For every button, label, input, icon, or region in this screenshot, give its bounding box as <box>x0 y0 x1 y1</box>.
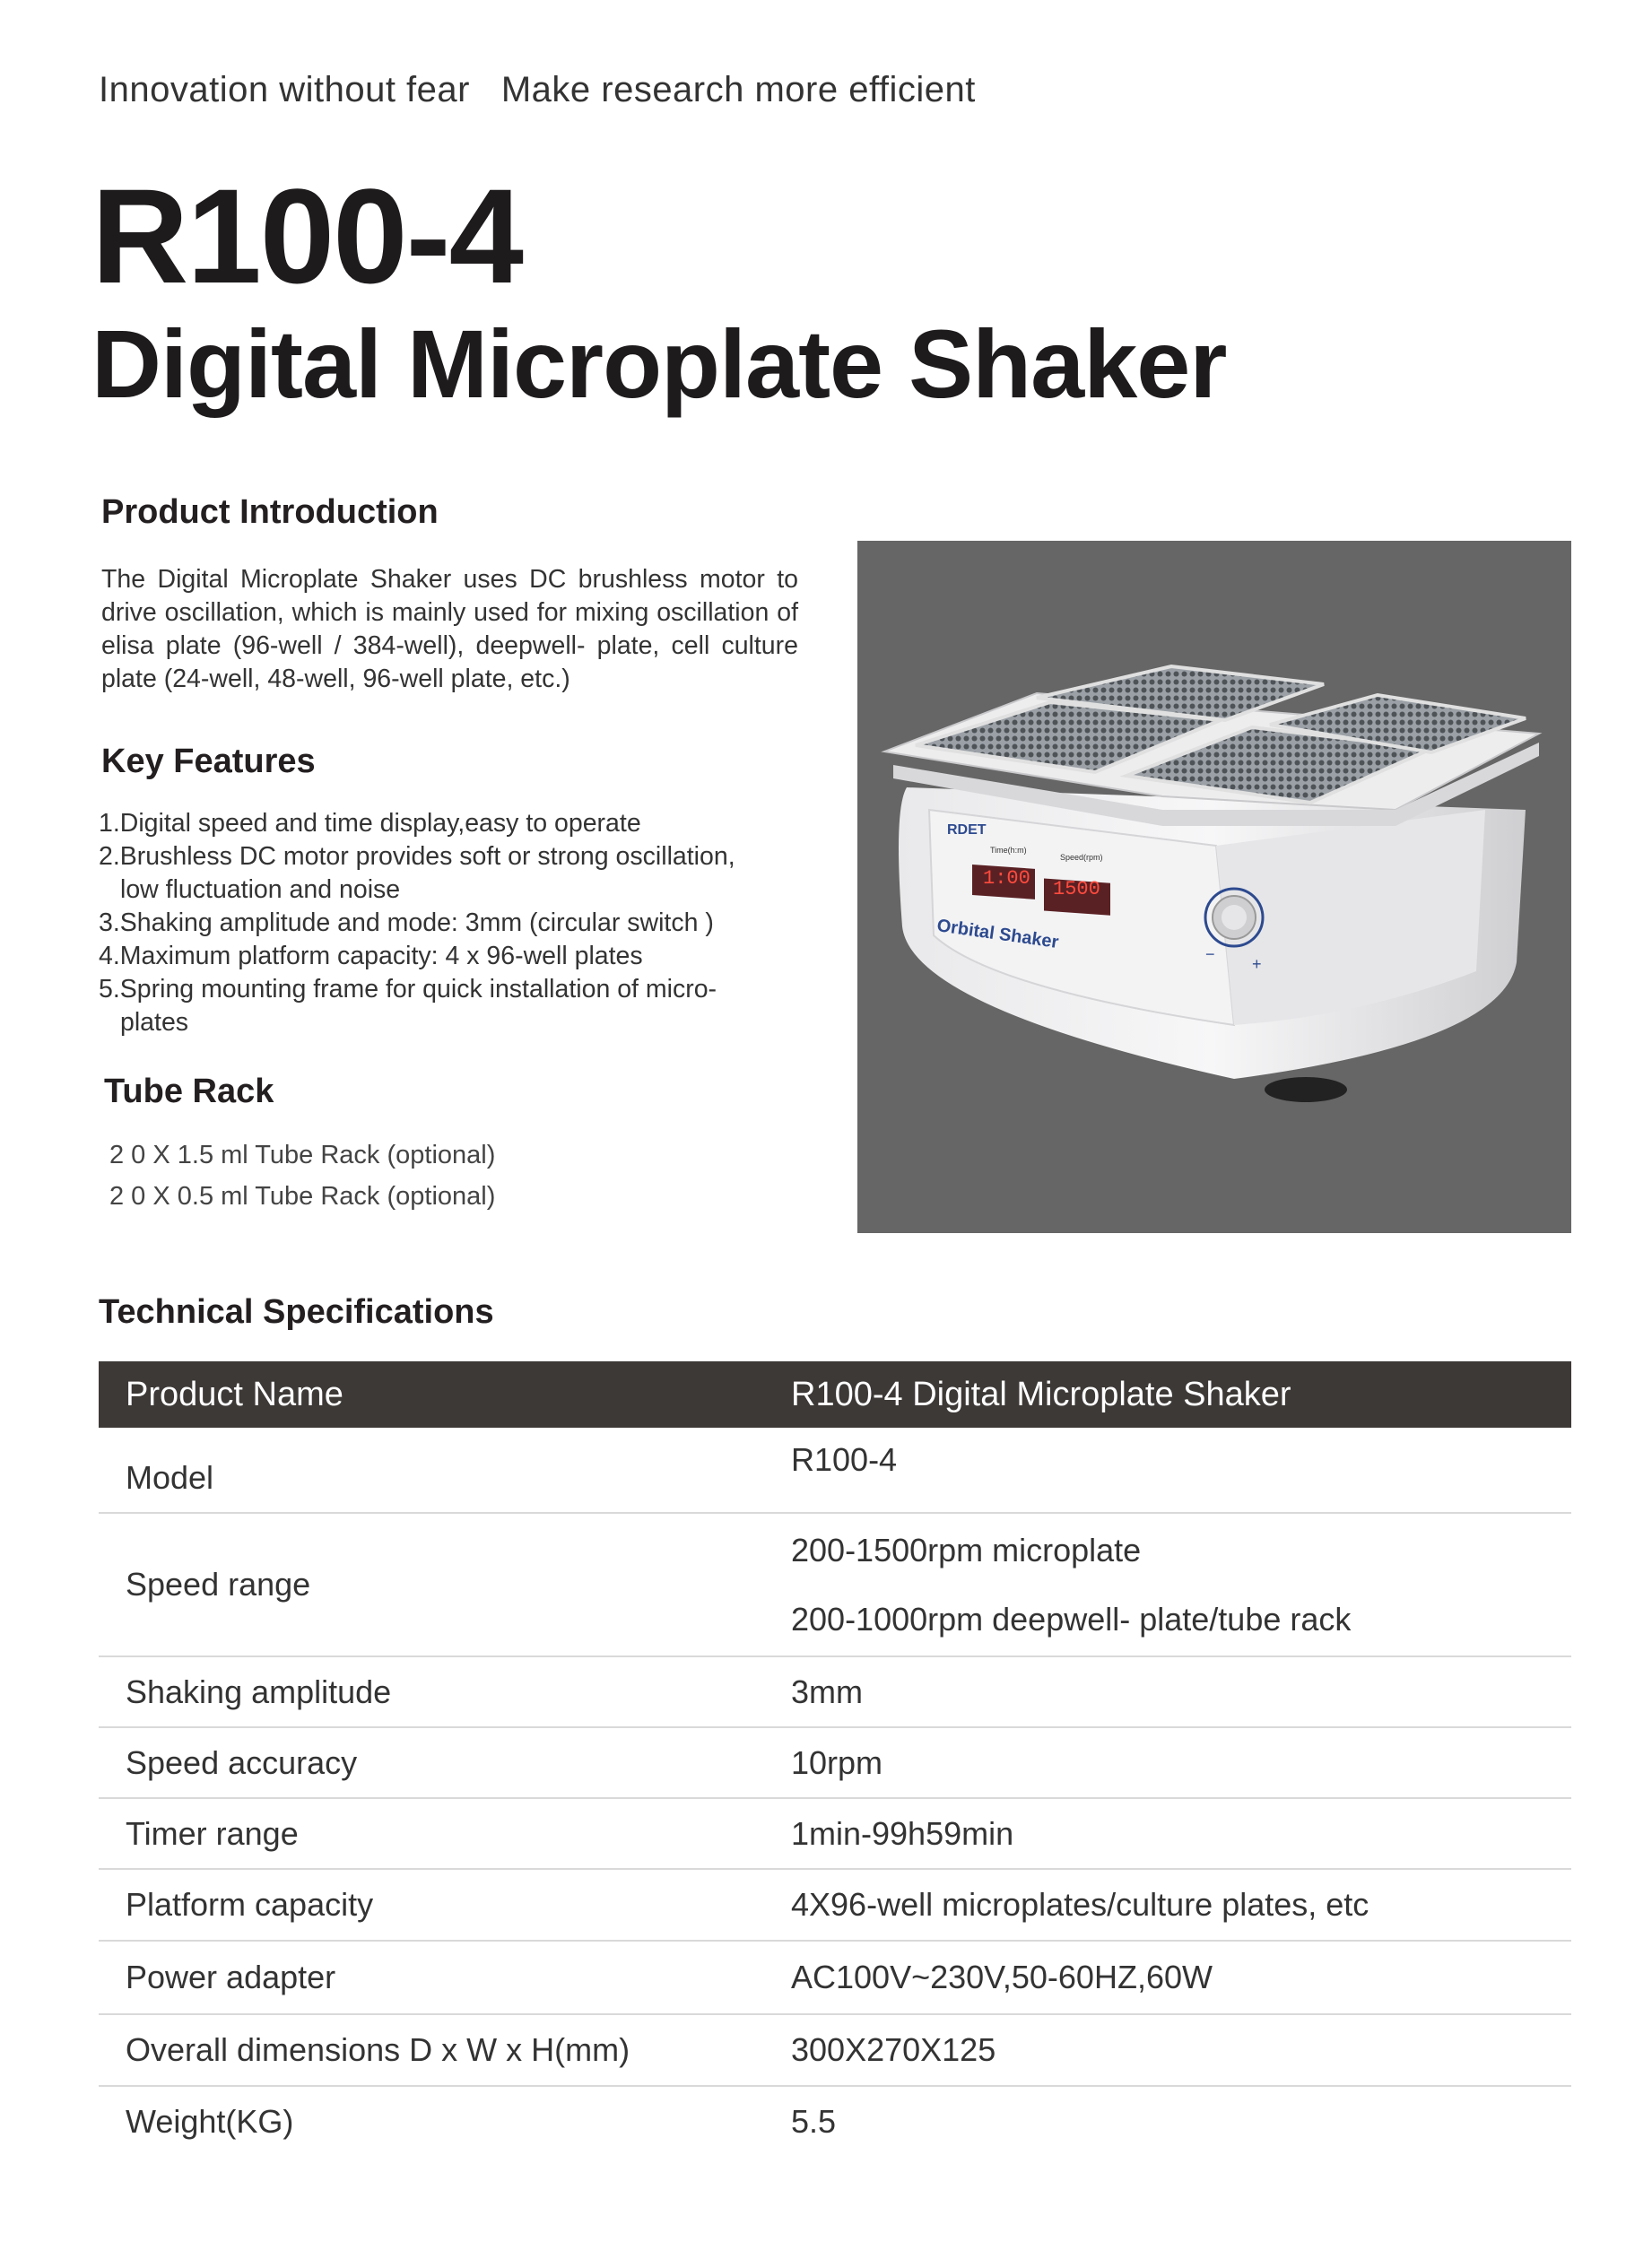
spec-value: 200-1000rpm deepwell- plate/tube rack <box>791 1601 1352 1638</box>
table-row <box>99 2087 1571 2157</box>
speed-label: Speed(rpm) <box>1060 853 1103 862</box>
header-name: Product Name <box>126 1375 343 1413</box>
spec-name: Overall dimensions D x W x H(mm) <box>126 2031 630 2068</box>
spec-value: 1min-99h59min <box>791 1814 1014 1852</box>
brand-label: RDET <box>947 822 987 838</box>
spec-name: Shaking amplitude <box>126 1673 392 1710</box>
table-row <box>99 1657 1571 1728</box>
spec-value: 4X96-well microplates/culture plates, etc <box>791 1886 1369 1924</box>
speed-display: 1500 <box>1053 878 1100 900</box>
spec-name: Speed range <box>126 1566 311 1603</box>
spec-value: R100-4 <box>791 1441 898 1479</box>
spec-name: Speed accuracy <box>126 1743 358 1781</box>
product-subtitle: Digital Microplate Shaker <box>91 309 1227 418</box>
intro-text: The Digital Microplate Shaker uses DC brushless motor to drive oscillation, which is mainly used for mixing oscillation of elisa plate (96-well / 384-well), deepwell- plate, cell culture plate (24-well, 48-well, 96-well plate, etc.) <box>101 565 798 693</box>
spec-name: Timer range <box>126 1814 299 1852</box>
feature-item: 1.Digital speed and time display,easy to operate <box>99 809 641 838</box>
features-list <box>99 807 780 1039</box>
feature-item: 2.Brushless DC motor provides soft or strong oscillation, low fluctuation and noise <box>99 842 735 904</box>
device-label: Orbital Shaker <box>935 916 1060 952</box>
tagline: Innovation without fear Make research more efficient <box>99 70 976 109</box>
tube-rack-heading: Tube Rack <box>104 1073 274 1110</box>
feature-item: 4.Maximum platform capacity: 4 x 96-well plates <box>99 942 643 970</box>
feature-item: 3.Shaking amplitude and mode: 3mm (circular switch ) <box>99 908 714 937</box>
table-row <box>99 1942 1571 2015</box>
spec-value: 10rpm <box>791 1743 883 1781</box>
table-row <box>99 1428 1571 1514</box>
table-row <box>99 1799 1571 1870</box>
table-row <box>99 1728 1571 1799</box>
table-row <box>99 2015 1571 2087</box>
spec-name: Power adapter <box>126 1959 336 1995</box>
spec-value: AC100V~230V,50-60HZ,60W <box>791 1959 1213 1996</box>
plus-label: + <box>1252 955 1262 973</box>
tube-rack-item: 2 0 X 1.5 ml Tube Rack (optional) <box>109 1141 496 1169</box>
spec-name: Model <box>126 1459 214 1496</box>
spec-name: Platform capacity <box>126 1886 374 1923</box>
spec-value: 300X270X125 <box>791 2031 996 2069</box>
tube-rack-item: 2 0 X 0.5 ml Tube Rack (optional) <box>109 1182 496 1211</box>
table-row <box>99 1514 1571 1657</box>
header-value: R100-4 Digital Microplate Shaker <box>791 1375 1291 1413</box>
spec-value: 5.5 <box>791 2103 837 2141</box>
minus-label: − <box>1205 945 1215 963</box>
product-photo <box>857 541 1571 1233</box>
features-heading: Key Features <box>101 743 316 780</box>
spec-value: 200-1500rpm microplate <box>791 1531 1142 1569</box>
feature-item: 5.Spring mounting frame for quick installation of micro-plates <box>99 975 717 1037</box>
specs-heading: Technical Specifications <box>99 1293 494 1331</box>
intro-heading: Product Introduction <box>101 493 439 531</box>
specs-table-header <box>99 1361 1571 1428</box>
model-title: R100-4 <box>91 161 522 311</box>
shaker-illustration <box>857 541 1571 1233</box>
time-display: 1:00 <box>983 867 1030 890</box>
table-row <box>99 1870 1571 1942</box>
spec-name: Weight(KG) <box>126 2103 294 2140</box>
specs-table <box>99 1361 1571 2157</box>
spec-value: 3mm <box>791 1673 863 1710</box>
time-label: Time(h:m) <box>990 846 1027 855</box>
